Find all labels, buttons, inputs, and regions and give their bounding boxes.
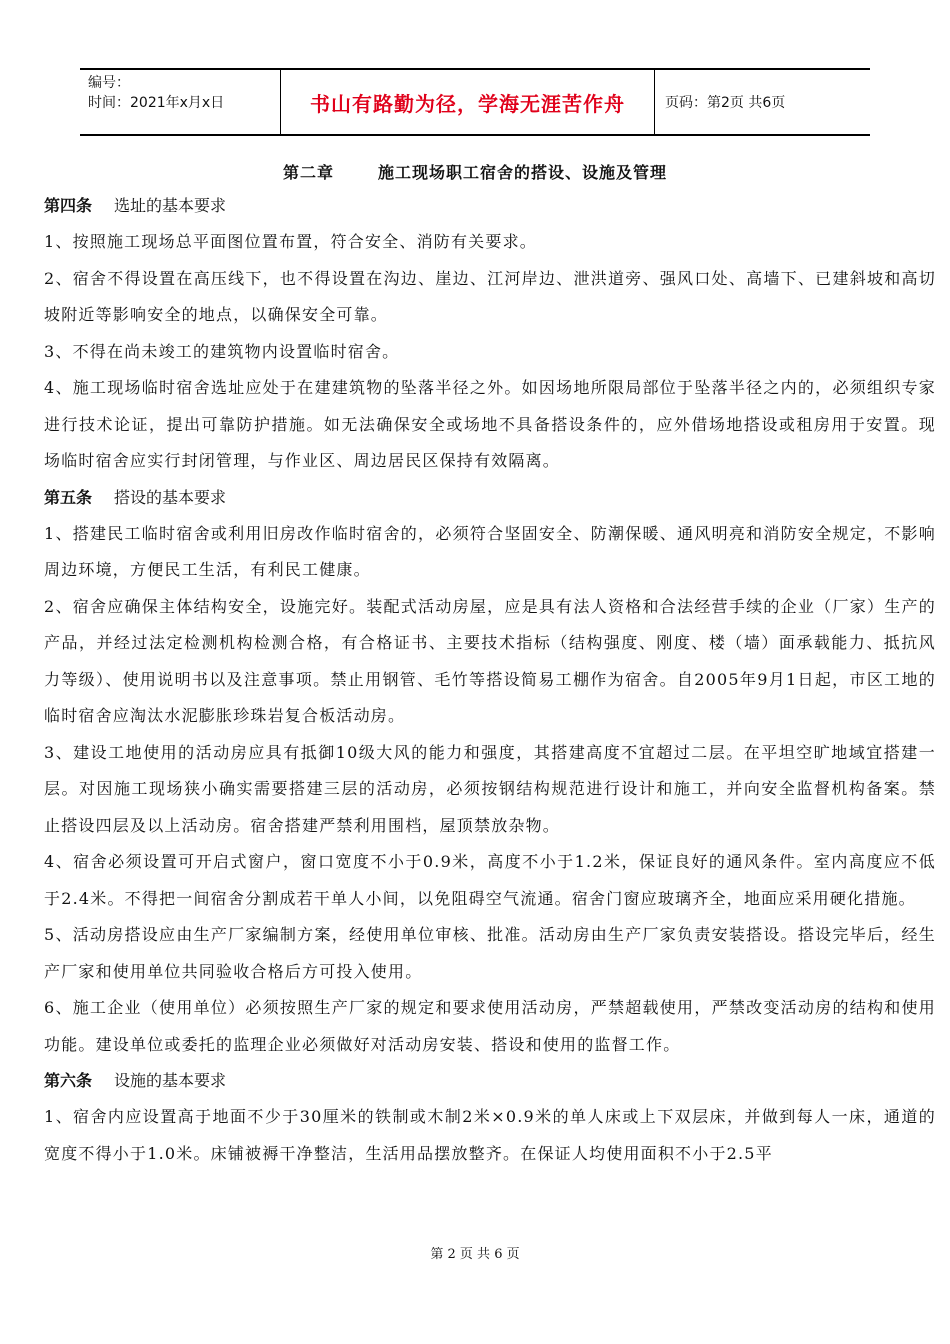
section-article-4 (44, 188, 936, 480)
chapter-title: 施工现场职工宿舍的搭设、设施及管理 (378, 163, 668, 182)
article-number: 第六条 (44, 1071, 93, 1090)
document-body (44, 188, 936, 1172)
section-heading (44, 1063, 936, 1099)
article-title: 搭设的基本要求 (114, 487, 227, 507)
chapter-number: 第二章 (282, 163, 334, 182)
article-title: 设施的基本要求 (114, 1071, 227, 1090)
paragraph: 2、宿舍应确保主体结构安全，设施完好。装配式活动房屋，应是具有法人资格和合法经营手续的企业（厂家）生产的产品，并经过法定检测机构检测合格，有合格证书、主要技术指标（结构强度、刚度、楼（墙）面承载能力、抵抗风力等级）、使用说明书以及注意事项。禁止用钢管、毛竹等搭设简易工棚作为宿舍。自2005年9月1日起，市区工地的临时宿舍应淘汰水泥膨胀珍珠岩复合板活动房。 (44, 596, 936, 725)
article-title: 选址的基本要求 (114, 196, 227, 215)
article-number: 第五条 (44, 487, 93, 507)
document-time-label: 时间：2021年x月x日 (88, 95, 225, 111)
paragraph: 3、不得在尚未竣工的建筑物内设置临时宿舍。 (44, 341, 400, 361)
section-article-5 (44, 480, 936, 1064)
chapter-heading (0, 160, 950, 183)
paragraph: 1、按照施工现场总平面图位置布置，符合安全、消防有关要求。 (44, 232, 537, 251)
paragraph: 6、施工企业（使用单位）必须按照生产厂家的规定和要求使用活动房，严禁超载使用，严禁改变活动房的结构和使用功能。建设单位或委托的监理企业必须做好对活动房安装、搭设和使用的监督工作。 (44, 998, 936, 1054)
document-number-label: 编号： (88, 75, 130, 91)
paragraph: 1、搭建民工临时宿舍或利用旧房改作临时宿舍的，必须符合坚固安全、防潮保暖、通风明亮和消防安全规定，不影响周边环境，方便民工生活，有利民工健康。 (44, 523, 936, 579)
article-number: 第四条 (44, 196, 93, 215)
section-article-6 (44, 1063, 936, 1172)
paragraph: 3、建设工地使用的活动房应具有抵御10级大风的能力和强度，其搭建高度不宜超过二层。在平坦空旷地域宜搭建一层。对因施工现场狭小确实需要搭建三层的活动房，必须按钢结构规范进行设计和施工，并向安全监督机构备案。禁止搭设四层及以上活动房。宿舍搭建严禁利用围档，屋顶禁放杂物。 (44, 742, 936, 835)
header-motto: 书山有路勤为径，学海无涯苦作舟 (281, 70, 655, 134)
paragraph: 5、活动房搭设应由生产厂家编制方案，经使用单位审核、批准。活动房由生产厂家负责安装搭设。搭设完毕后，经生产厂家和使用单位共同验收合格后方可投入使用。 (44, 925, 936, 981)
paragraph: 1、宿舍内应设置高于地面不少于30厘米的铁制或木制2米×0.9米的单人床或上下双层床，并做到每人一床，通道的宽度不得小于1.0米。床铺被褥干净整洁，生活用品摆放整齐。在保证人均使用面积不小于2.5平 (44, 1107, 936, 1163)
header-meta (80, 70, 281, 134)
paragraph: 4、宿舍必须设置可开启式窗户，窗口宽度不小于0.9米，高度不小于1.2米，保证良好的通风条件。室内高度应不低于2.4米。不得把一间宿舍分割成若干单人小间，以免阻碍空气流通。宿舍门窗应玻璃齐全，地面应采用硬化措施。 (44, 852, 936, 908)
document-header (80, 68, 870, 136)
paragraph: 4、施工现场临时宿舍选址应处于在建建筑物的坠落半径之外。如因场地所限局部位于坠落半径之内的，必须组织专家进行技术论证，提出可靠防护措施。如无法确保安全或场地不具备搭设条件的，应外借场地搭设或租房用于安置。现场临时宿舍应实行封闭管理，与作业区、周边居民区保持有效隔离。 (44, 378, 936, 470)
section-heading (44, 480, 936, 516)
header-page-info: 页码：第2页 共6页 (665, 95, 786, 111)
section-heading (44, 188, 936, 224)
page-footer: 第 2 页 共 6 页 (430, 1247, 520, 1262)
paragraph: 2、宿舍不得设置在高压线下，也不得设置在沟边、崖边、江河岸边、泄洪道旁、强风口处、高墙下、已建斜坡和高切坡附近等影响安全的地点，以确保安全可靠。 (44, 268, 936, 324)
